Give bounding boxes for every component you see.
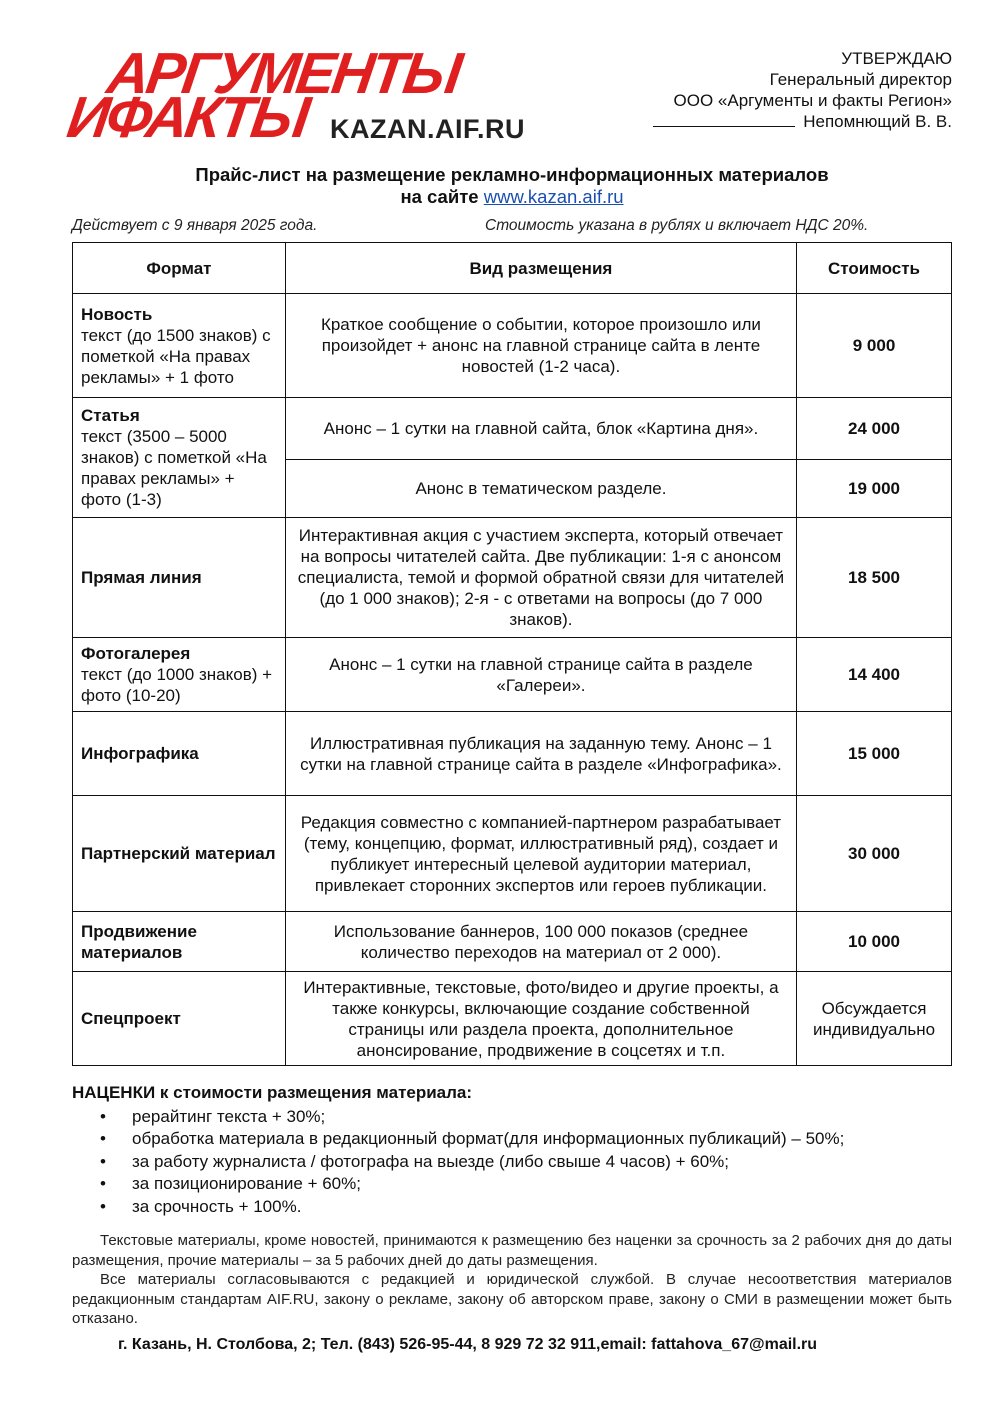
contacts-footer: г. Казань, Н. Столбова, 2; Тел. (843) 526-95-44, 8 929 72 32 911,email: fattahova_67@mail.ru [117,1336,818,1353]
logo [63,41,538,150]
table-row [73,972,952,1066]
header-placement: Вид размещения [285,243,796,294]
list-item: • за работу журналиста / фотографа на выезде (либо свыше 4 часов) + 60%; [72,1151,844,1174]
format-title: Прямая линия [73,518,286,638]
price-note: Стоимость указана в рублях и включает НДС 20%. [485,217,869,234]
approval-line-3: ООО «Аргументы и факты Регион» [673,91,952,110]
list-item: • за срочность + 100%. [72,1196,844,1219]
cost-cell: 14 400 [797,638,952,712]
header-cost: Стоимость [797,243,952,294]
placement-cell: Краткое сообщение о событии, которое произошло или произойдет + анонс на главной странице сайта в ленте новостей (1-2 часа). [285,294,796,398]
note-text-1: Текстовые материалы, кроме новостей, принимаются к размещению без наценки за срочность за 2 рабочих дня до даты размещения, прочие материалы – за 5 рабочих дней до даты размещения. [72,1232,952,1269]
approval-line-1: УТВЕРЖДАЮ [841,49,952,68]
cost-cell: Обсуждается индивидуально [797,972,952,1066]
markups-section [72,1082,844,1218]
cost-cell: 18 500 [797,518,952,638]
note-paragraph-1 [72,1231,952,1270]
placement-cell: Редакция совместно с компанией-партнером разрабатывает (тему, концепцию, формат, иллюстративный ряд), создает и публикует интересный целевой аудитории материал, привлекает сторонних экспертов или героев публикации. [285,796,796,912]
cost-cell: 30 000 [797,796,952,912]
table-row [73,796,952,912]
table-row [73,294,952,398]
title-line-1: Прайс-лист на размещение рекламно-информационных материалов [195,164,829,185]
site-link[interactable]: www.kazan.aif.ru [483,186,624,207]
cost-cell: 10 000 [797,912,952,972]
table-row [73,518,952,638]
format-title: Партнерский материал [73,796,286,912]
list-item: • за позиционирование + 60%; [72,1173,844,1196]
format-title: Новость [81,304,153,324]
format-title: Продвижение материалов [73,912,286,972]
placement-cell: Анонс – 1 сутки на главной странице сайта в разделе «Галереи». [285,638,796,712]
approval-block [653,48,952,132]
format-title: Инфографика [73,712,286,796]
logo-line-2: ИФАКТЫ [63,85,312,150]
price-table [72,242,952,1066]
format-text: текст (до 1500 знаков) с пометкой «На правах рекламы» + 1 фото [81,325,271,387]
approval-line-2: Генеральный директор [769,70,952,89]
format-text: текст (до 1000 знаков) + фото (10-20) [81,665,273,705]
header-format: Формат [73,243,286,294]
format-cell [73,294,286,398]
document-title [0,164,1000,208]
placement-cell: Анонс – 1 сутки на главной сайта, блок «Картина дня». [285,398,796,460]
title-line-2 [0,186,1000,208]
logo-line-1: АРГУМЕНТЫ [103,41,464,106]
placement-cell: Иллюстративная публикация на заданную тему. Анонс – 1 сутки на главной странице сайта в разделе «Инфографика». [285,712,796,796]
approval-signer: Непомнющий В. В. [803,112,952,131]
valid-from: Действует с 9 января 2025 года. [72,217,318,234]
note-paragraph-2 [72,1270,952,1329]
table-row [73,638,952,712]
placement-cell: Анонс в тематическом разделе. [285,460,796,518]
placement-cell: Интерактивная акция с участием эксперта, который отвечает на вопросы читателей сайта. Две публикации: 1-я с анонсом специалиста, темой и формой обратной связи для читателей (до 1 000 знаков); 2-я - с ответами на вопросы (до 7 000 знаков). [285,518,796,638]
cost-cell: 9 000 [797,294,952,398]
table-header-row [73,243,952,294]
approval-signature-line [653,111,952,132]
format-title: Спецпроект [73,972,286,1066]
table-row [73,398,952,460]
format-text: текст (3500 – 5000 знаков) с пометкой «На правах рекламы» + фото (1-3) [81,427,267,509]
list-item: • обработка материала в редакционный формат(для информационных публикаций) – 50%; [72,1128,844,1151]
cost-cell: 24 000 [797,398,952,460]
list-item: • рерайтинг текста + 30%; [72,1106,844,1129]
markups-list [72,1106,844,1219]
format-cell [73,638,286,712]
format-cell [73,398,286,518]
logo-site: KAZAN.AIF.RU [330,114,525,144]
format-title: Статья [81,406,140,425]
cost-cell: 15 000 [797,712,952,796]
title-line-2-prefix: на сайте [400,186,484,207]
markups-heading: НАЦЕНКИ к стоимости размещения материала: [72,1083,473,1102]
table-row [73,912,952,972]
signature-underline [653,111,795,127]
placement-cell: Использование баннеров, 100 000 показов (среднее количество переходов на материал от 2 000). [285,912,796,972]
note-text-2: Все материалы согласовываются с редакцией и юридической службой. В случае несоответствия материалов редакционным стандартам AIF.RU, закону о рекламе, закону об авторском праве, закону о СМИ в размещении может быть отказано. [72,1271,952,1327]
table-row [73,712,952,796]
placement-cell: Интерактивные, текстовые, фото/видео и другие проекты, а также конкурсы, включающие создание собственной страницы или раздела проекта, дополнительное анонсирование, продвижение в соцсетях и т.п. [285,972,796,1066]
cost-cell: 19 000 [797,460,952,518]
format-title: Фотогалерея [81,644,191,663]
